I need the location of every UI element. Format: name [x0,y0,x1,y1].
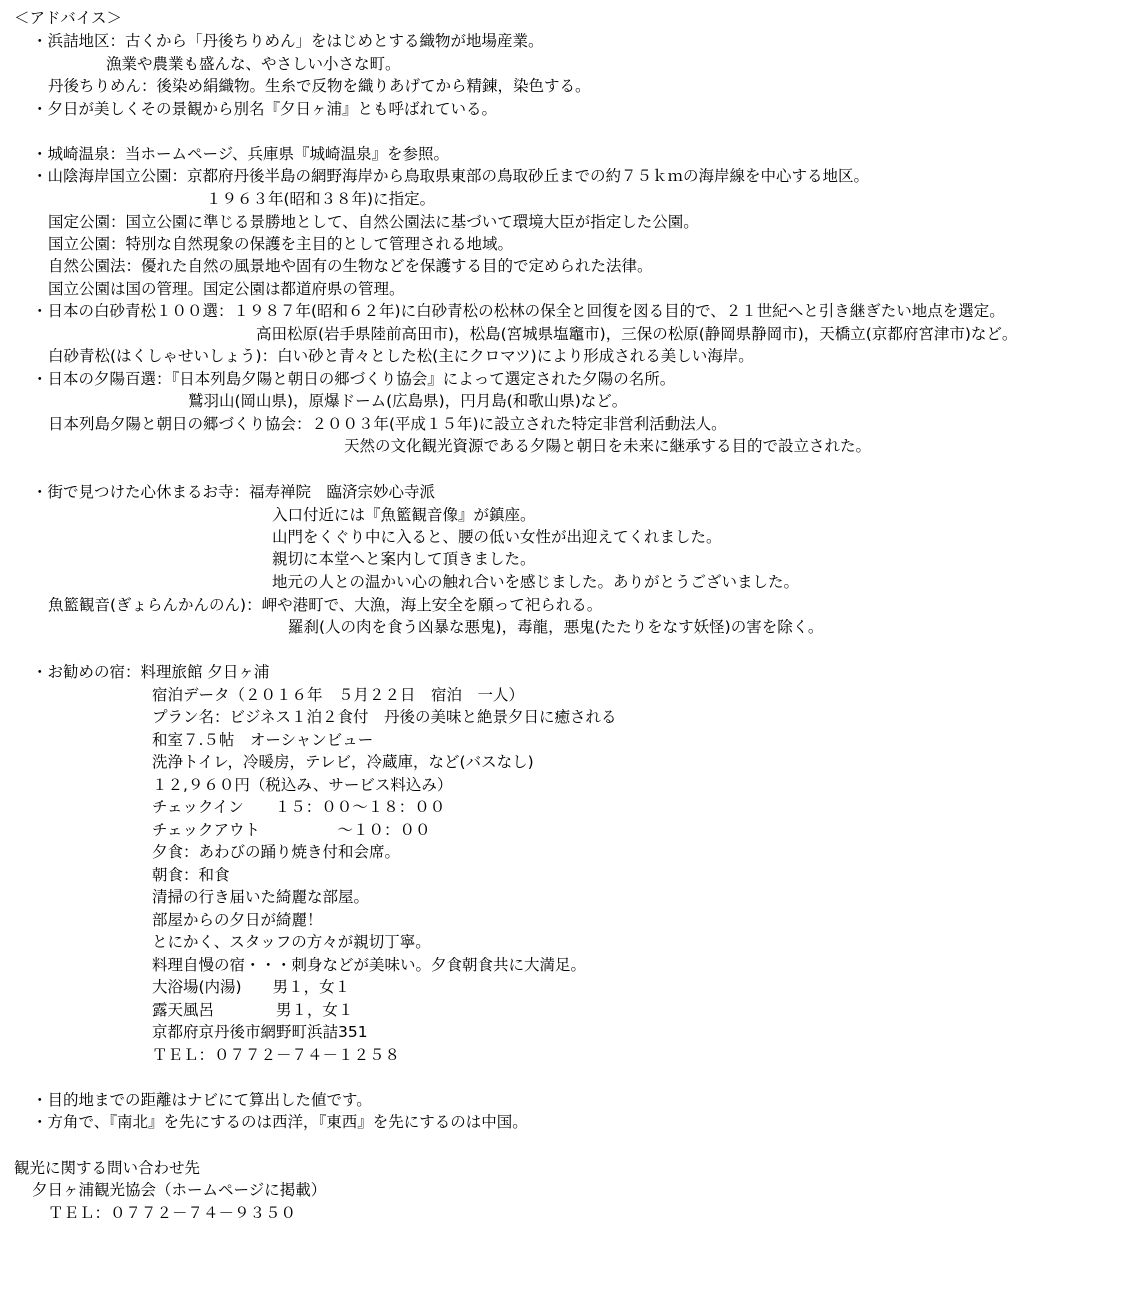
text-line: 白砂青松(はくしゃせいしょう)：白い砂と青々とした松(主にクロマツ)により形成される美しい海岸。 [48,347,754,365]
text-line: 京都府京丹後市網野町浜詰351 [152,1023,368,1041]
text-line: 天然の文化観光資源である夕陽と朝日を未来に継承する目的で設立された。 [344,437,872,455]
text-line: 魚籃観音(ぎょらんかんのん)：岬や港町で、大漁，海上安全を願って祀られる。 [48,596,603,614]
text-line: ・目的地までの距離はナビにて算出した値です。 [32,1091,372,1109]
text-line: とにかく、スタッフの方々が親切丁寧。 [152,933,431,951]
text-line: 入口付近には『魚籃観音像』が鎮座。 [272,506,536,524]
text-line: 部屋からの夕日が綺麗！ [152,911,323,929]
inquiry-heading: 観光に関する問い合わせ先 [14,1159,201,1177]
text-line: 露天風呂 男１，女１ [152,1001,354,1019]
text-line: 夕食：あわびの踊り焼き付和会席。 [152,843,401,861]
text-line: 朝食：和食 [152,866,230,884]
text-line: １９６３年(昭和３８年)に指定。 [206,190,436,208]
text-line: 日本列島夕陽と朝日の郷づくり協会：２００３年(平成１５年)に設立された特定非営利活動法人。 [48,415,727,433]
text-line: ・夕日が美しくその景観から別名『夕日ヶ浦』とも呼ばれている。 [32,100,498,118]
text-line: チェックアウト ～１０：００ [152,821,431,839]
text-line: ＴＥＬ：０７７２－７４－１２５８ [152,1046,401,1064]
text-line: 高田松原(岩手県陸前高田市)，松島(宮城県塩竈市)，三保の松原(静岡県静岡市)，天橋立(京都府宮津市)など。 [256,325,1018,343]
text-line: プラン名：ビジネス１泊２食付 丹後の美味と絶景夕日に癒される [152,708,617,726]
text-line: 地元の人との温かい心の触れ合いを感じました。ありがとうございました。 [272,573,800,591]
text-line: 大浴場(内湯) 男１，女１ [152,978,351,996]
text-line: ・山陰海岸国立公園：京都府丹後半島の網野海岸から鳥取県東部の鳥取砂丘までの約７５ｋｍの海岸線を中心する地区。 [32,167,870,185]
text-line: 料理自慢の宿・・・刺身などが美味い。夕食朝食共に大満足。 [152,956,587,974]
text-line: 宿泊データ（２０１６年 ５月２２日 宿泊 一人） [152,686,525,704]
text-line: 和室７.５帖 オーシャンビュー [152,731,374,749]
text-line: 夕日ヶ浦観光協会（ホームページに掲載） [32,1181,327,1199]
text-line: ・城崎温泉：当ホームページ、兵庫県『城崎温泉』を参照。 [32,145,449,163]
text-line: 洗浄トイレ，冷暖房，テレビ，冷蔵庫，など(バスなし) [152,753,534,771]
text-line: 国立公園は国の管理。国定公園は都道府県の管理。 [48,280,405,298]
advice-heading: ＜アドバイス＞ [14,9,123,27]
text-line: 親切に本堂へと案内して頂きました。 [272,550,536,568]
text-line: 国定公園：国立公園に準じる景勝地として、自然公園法に基づいて環境大臣が指定した公園。 [48,213,699,231]
text-line: ・お勧めの宿：料理旅館 夕日ヶ浦 [32,663,270,681]
text-line: ・日本の白砂青松１００選：１９８７年(昭和６２年)に白砂青松の松林の保全と回復を図る目的で、２１世紀へと引き継ぎたい地点を選定。 [32,302,1005,320]
text-line: ・街で見つけた心休まるお寺：福寿禅院 臨済宗妙心寺派 [32,483,436,501]
text-line: ・日本の夕陽百選：『日本列島夕陽と朝日の郷づくり協会』によって選定された夕陽の名所。 [32,370,676,388]
text-line: 国立公園：特別な自然現象の保護を主目的として管理される地域。 [48,235,514,253]
text-line: 丹後ちりめん：後染め絹織物。生糸で反物を織りあげてから精錬，染色する。 [48,77,591,95]
text-line: １２,９６０円（税込み、サービス料込み） [152,776,453,794]
text-line: 羅刹(人の肉を食う凶暴な悪鬼)，毒龍，悪鬼(たたりをなす妖怪)の害を除く。 [288,618,824,636]
text-line: 清掃の行き届いた綺麗な部屋。 [152,888,370,906]
text-line: 自然公園法：優れた自然の風景地や固有の生物などを保護する目的で定められた法律。 [48,257,653,275]
text-line: ・方角で、『南北』を先にするのは西洋，『東西』を先にするのは中国。 [32,1113,528,1131]
text-line: ＴＥＬ：０７７２－７４－９３５０ [48,1204,297,1222]
text-line: 鷲羽山(岡山県)，原爆ドーム(広島県)，円月島(和歌山県)など。 [188,392,628,410]
text-line: ・浜詰地区：古くから「丹後ちりめん」をはじめとする織物が地場産業。 [32,32,544,50]
text-line: 漁業や農業も盛んな、やさしい小さな町。 [106,55,401,73]
text-line: チェックイン １５：００～１８：００ [152,798,446,816]
text-line: 山門をくぐり中に入ると、腰の低い女性が出迎えてくれました。 [272,528,722,546]
